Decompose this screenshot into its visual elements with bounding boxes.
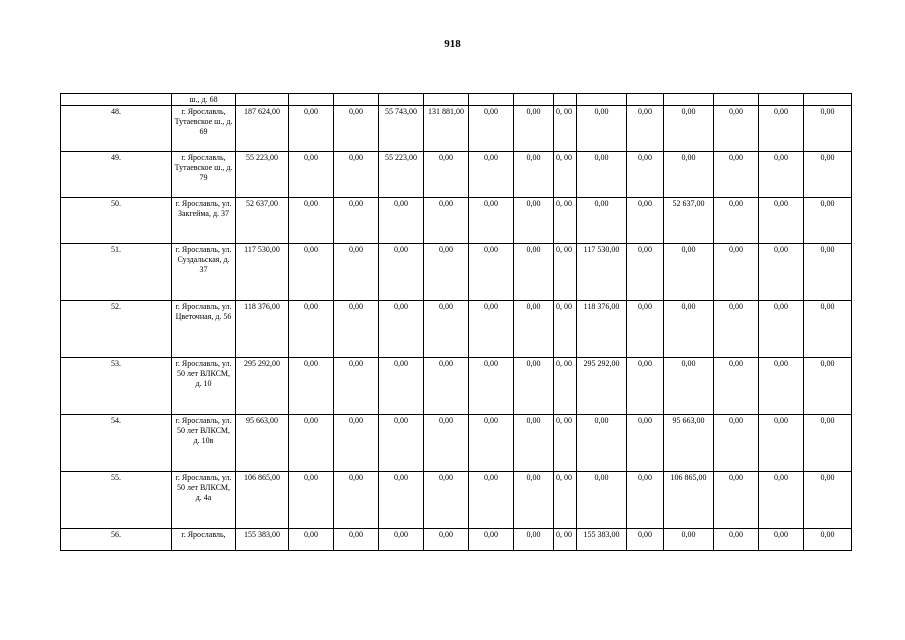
budget-table xyxy=(60,93,852,551)
row-number-cell: 51. xyxy=(61,244,172,301)
table-row xyxy=(61,152,852,198)
value-cell: 0,00 xyxy=(424,529,469,551)
value-cell: 0,00 xyxy=(334,472,379,529)
address-cell: ш., д. 68 xyxy=(172,94,236,106)
value-cell: 0,00 xyxy=(469,244,514,301)
value-cell: 0,00 xyxy=(714,301,759,358)
address-cell: г. Ярославль, ул. 50 лет ВЛКСМ, д. 10в xyxy=(172,415,236,472)
value-cell: 0,00 xyxy=(759,198,804,244)
address-cell: г. Ярославль, ул. Цветочная, д. 56 xyxy=(172,301,236,358)
value-cell: 0,00 xyxy=(424,198,469,244)
row-number-cell: 49. xyxy=(61,152,172,198)
value-cell: 0,00 xyxy=(664,106,714,152)
value-cell: 0,00 xyxy=(514,529,554,551)
value-cell: 0,00 xyxy=(804,106,852,152)
total-cell: 155 383,00 xyxy=(236,529,289,551)
table-row xyxy=(61,244,852,301)
address-cell: г. Ярославль, ул. Суздальская, д. 37 xyxy=(172,244,236,301)
value-cell: 0,00 xyxy=(627,152,664,198)
value-cell: 0,00 xyxy=(289,301,334,358)
row-number-cell: 52. xyxy=(61,301,172,358)
table-row xyxy=(61,415,852,472)
row-number-cell: 50. xyxy=(61,198,172,244)
value-cell: 0,00 xyxy=(334,152,379,198)
value-cell: 0,00 xyxy=(714,529,759,551)
row-number-cell: 53. xyxy=(61,358,172,415)
table-row xyxy=(61,198,852,244)
value-cell: 0, 00 xyxy=(554,152,577,198)
row-number-cell: 55. xyxy=(61,472,172,529)
value-cell: 0,00 xyxy=(804,472,852,529)
value-cell: 0,00 xyxy=(627,198,664,244)
value-cell: 0,00 xyxy=(379,198,424,244)
value-cell: 0,00 xyxy=(664,244,714,301)
value-cell: 0,00 xyxy=(334,106,379,152)
table-row xyxy=(61,301,852,358)
value-cell: 0,00 xyxy=(804,301,852,358)
total-cell: 55 223,00 xyxy=(236,152,289,198)
row-number-cell: 48. xyxy=(61,106,172,152)
value-cell: 295 292,00 xyxy=(577,358,627,415)
total-cell: 52 637,00 xyxy=(236,198,289,244)
value-cell: 0,00 xyxy=(627,244,664,301)
total-cell: 118 376,00 xyxy=(236,301,289,358)
value-cell: 95 663,00 xyxy=(664,415,714,472)
value-cell: 0,00 xyxy=(379,358,424,415)
value-cell: 0,00 xyxy=(514,152,554,198)
value-cell: 117 530,00 xyxy=(577,244,627,301)
value-cell: 0,00 xyxy=(759,106,804,152)
value-cell: 0, 00 xyxy=(554,415,577,472)
row-number-cell: 54. xyxy=(61,415,172,472)
value-cell: 0,00 xyxy=(469,472,514,529)
value-cell: 0,00 xyxy=(759,244,804,301)
value-cell: 0,00 xyxy=(379,415,424,472)
value-cell: 0,00 xyxy=(379,529,424,551)
value-cell: 0,00 xyxy=(577,415,627,472)
value-cell: 0,00 xyxy=(514,106,554,152)
value-cell: 0, 00 xyxy=(554,198,577,244)
value-cell: 0,00 xyxy=(289,415,334,472)
value-cell: 0,00 xyxy=(334,529,379,551)
value-cell: 0,00 xyxy=(759,472,804,529)
total-cell: 295 292,00 xyxy=(236,358,289,415)
value-cell: 0,00 xyxy=(334,358,379,415)
value-cell: 0,00 xyxy=(514,415,554,472)
value-cell: 0,00 xyxy=(289,152,334,198)
value-cell: 0,00 xyxy=(424,244,469,301)
value-cell: 0,00 xyxy=(627,301,664,358)
value-cell: 0,00 xyxy=(804,244,852,301)
address-cell: г. Ярославль, ул. 50 лет ВЛКСМ, д. 4а xyxy=(172,472,236,529)
value-cell: 0,00 xyxy=(804,198,852,244)
total-cell: 187 624,00 xyxy=(236,106,289,152)
value-cell: 0,00 xyxy=(577,152,627,198)
value-cell: 0,00 xyxy=(627,358,664,415)
page-number: 918 xyxy=(444,38,461,50)
value-cell: 0,00 xyxy=(627,472,664,529)
table-row xyxy=(61,106,852,152)
value-cell: 0,00 xyxy=(514,198,554,244)
value-cell: 0,00 xyxy=(514,472,554,529)
value-cell: 0,00 xyxy=(714,198,759,244)
value-cell: 0,00 xyxy=(424,152,469,198)
value-cell: 52 637,00 xyxy=(664,198,714,244)
value-cell: 0,00 xyxy=(664,358,714,415)
value-cell: 0,00 xyxy=(424,415,469,472)
table-row xyxy=(61,472,852,529)
value-cell: 0,00 xyxy=(759,358,804,415)
row-number-cell: 56. xyxy=(61,529,172,551)
value-cell: 0,00 xyxy=(289,106,334,152)
value-cell: 0,00 xyxy=(424,358,469,415)
value-cell: 0,00 xyxy=(289,529,334,551)
value-cell: 0,00 xyxy=(627,415,664,472)
value-cell: 0,00 xyxy=(759,152,804,198)
value-cell: 0,00 xyxy=(379,244,424,301)
value-cell: 0,00 xyxy=(804,529,852,551)
value-cell: 0,00 xyxy=(379,472,424,529)
value-cell: 0, 00 xyxy=(554,301,577,358)
total-cell: 117 530,00 xyxy=(236,244,289,301)
value-cell: 106 865,00 xyxy=(664,472,714,529)
address-cell: г. Ярославль, Тутаевское ш., д. 79 xyxy=(172,152,236,198)
value-cell: 0,00 xyxy=(714,244,759,301)
value-cell: 0,00 xyxy=(577,472,627,529)
value-cell: 55 223,00 xyxy=(379,152,424,198)
value-cell: 0,00 xyxy=(804,152,852,198)
value-cell: 0,00 xyxy=(714,152,759,198)
value-cell: 0,00 xyxy=(424,472,469,529)
value-cell: 0,00 xyxy=(469,358,514,415)
value-cell: 0,00 xyxy=(334,415,379,472)
value-cell: 0,00 xyxy=(627,106,664,152)
value-cell: 0,00 xyxy=(759,415,804,472)
value-cell: 0,00 xyxy=(424,301,469,358)
value-cell: 0, 00 xyxy=(554,244,577,301)
value-cell: 155 383,00 xyxy=(577,529,627,551)
value-cell: 0,00 xyxy=(759,529,804,551)
value-cell: 0, 00 xyxy=(554,529,577,551)
value-cell: 0,00 xyxy=(289,244,334,301)
value-cell: 0,00 xyxy=(664,152,714,198)
value-cell: 0,00 xyxy=(804,415,852,472)
row-number-cell xyxy=(61,94,172,106)
value-cell: 0,00 xyxy=(627,529,664,551)
value-cell: 0, 00 xyxy=(554,358,577,415)
value-cell: 0,00 xyxy=(469,106,514,152)
value-cell: 0,00 xyxy=(664,529,714,551)
value-cell: 0,00 xyxy=(469,152,514,198)
table-row xyxy=(61,94,852,106)
value-cell: 0,00 xyxy=(334,198,379,244)
value-cell: 0,00 xyxy=(334,244,379,301)
value-cell: 118 376,00 xyxy=(577,301,627,358)
value-cell: 0,00 xyxy=(804,358,852,415)
total-cell: 106 865,00 xyxy=(236,472,289,529)
value-cell: 0,00 xyxy=(469,198,514,244)
value-cell: 0,00 xyxy=(289,198,334,244)
value-cell: 131 881,00 xyxy=(424,106,469,152)
value-cell: 0,00 xyxy=(514,358,554,415)
value-cell: 0,00 xyxy=(714,358,759,415)
value-cell: 0,00 xyxy=(759,301,804,358)
value-cell: 0,00 xyxy=(714,472,759,529)
table-row xyxy=(61,358,852,415)
value-cell: 0,00 xyxy=(514,244,554,301)
value-cell: 0,00 xyxy=(577,198,627,244)
value-cell: 0,00 xyxy=(514,301,554,358)
address-cell: г. Ярославль, ул. 50 лет ВЛКСМ, д. 10 xyxy=(172,358,236,415)
value-cell: 0,00 xyxy=(469,529,514,551)
table-row xyxy=(61,529,852,551)
value-cell: 0,00 xyxy=(334,301,379,358)
value-cell: 0, 00 xyxy=(554,472,577,529)
total-cell: 95 663,00 xyxy=(236,415,289,472)
value-cell: 0,00 xyxy=(714,415,759,472)
value-cell: 0,00 xyxy=(289,472,334,529)
value-cell: 55 743,00 xyxy=(379,106,424,152)
value-cell: 0,00 xyxy=(289,358,334,415)
value-cell: 0,00 xyxy=(469,301,514,358)
value-cell: 0,00 xyxy=(714,106,759,152)
address-cell: г. Ярославль, Тутаевское ш., д. 69 xyxy=(172,106,236,152)
address-cell: г. Ярославль, xyxy=(172,529,236,551)
address-cell: г. Ярославль, ул. Закгейма, д. 37 xyxy=(172,198,236,244)
value-cell: 0,00 xyxy=(469,415,514,472)
value-cell: 0, 00 xyxy=(554,106,577,152)
value-cell: 0,00 xyxy=(379,301,424,358)
value-cell: 0,00 xyxy=(577,106,627,152)
value-cell: 0,00 xyxy=(664,301,714,358)
